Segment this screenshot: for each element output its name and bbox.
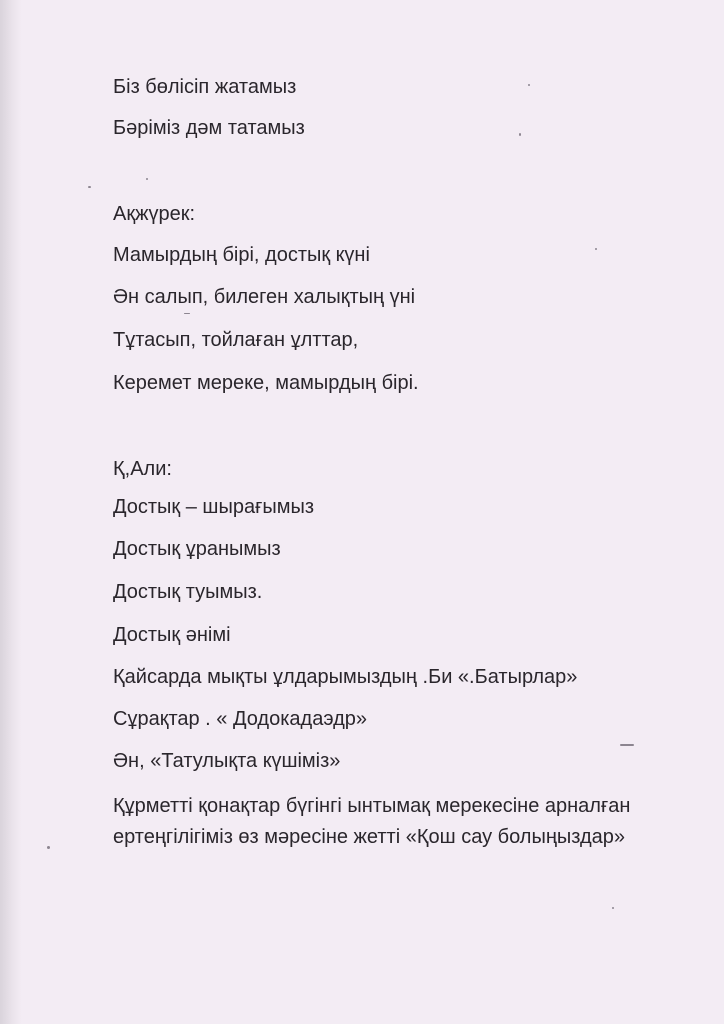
text-line: Достық – шырағымыз bbox=[113, 496, 315, 518]
text-line: Достық ұранымыз bbox=[113, 538, 281, 560]
text-line: Ән салып, билеген халықтың үні bbox=[113, 286, 416, 308]
speaker-label: Қ,Али: bbox=[113, 458, 172, 480]
text-line: Тұтасып, тойлаған ұлттар, bbox=[113, 329, 359, 351]
speaker-label: Ақжүрек: bbox=[113, 203, 196, 225]
text-line: Керемет мереке, мамырдың бірі. bbox=[113, 372, 419, 394]
scan-speck bbox=[595, 248, 597, 250]
scan-speck bbox=[47, 846, 50, 849]
scan-speck bbox=[146, 178, 148, 180]
scan-speck bbox=[620, 744, 634, 746]
text-line: Сұрақтар . « Додокадаэдр» bbox=[113, 708, 368, 730]
scan-speck bbox=[528, 84, 530, 86]
closing-paragraph: Құрметті қонақтар бүгінгі ынтымақ мерекесіне арналған ертеңгілігіміз өз мәресіне жетті «Қош сау болыңыздар» bbox=[113, 795, 631, 848]
text-line: Бәріміз дәм татамыз bbox=[113, 117, 305, 139]
text-line: Мамырдың бірі, достық күні bbox=[113, 244, 370, 266]
scan-speck bbox=[184, 313, 190, 314]
text-line: Қайсарда мықты ұлдарымыздың .Би «.Батырлар» bbox=[113, 666, 578, 688]
scan-speck bbox=[88, 186, 91, 188]
page-left-edge-shadow bbox=[0, 0, 22, 1024]
text-line: Біз бөлісіп жатамыз bbox=[113, 76, 297, 98]
scan-speck bbox=[519, 133, 521, 136]
text-line: Ән, «Татулықта күшіміз» bbox=[113, 750, 341, 772]
text-line: Достық әнімі bbox=[113, 624, 231, 646]
text-line: Достық туымыз. bbox=[113, 581, 263, 603]
scan-speck bbox=[612, 907, 614, 909]
